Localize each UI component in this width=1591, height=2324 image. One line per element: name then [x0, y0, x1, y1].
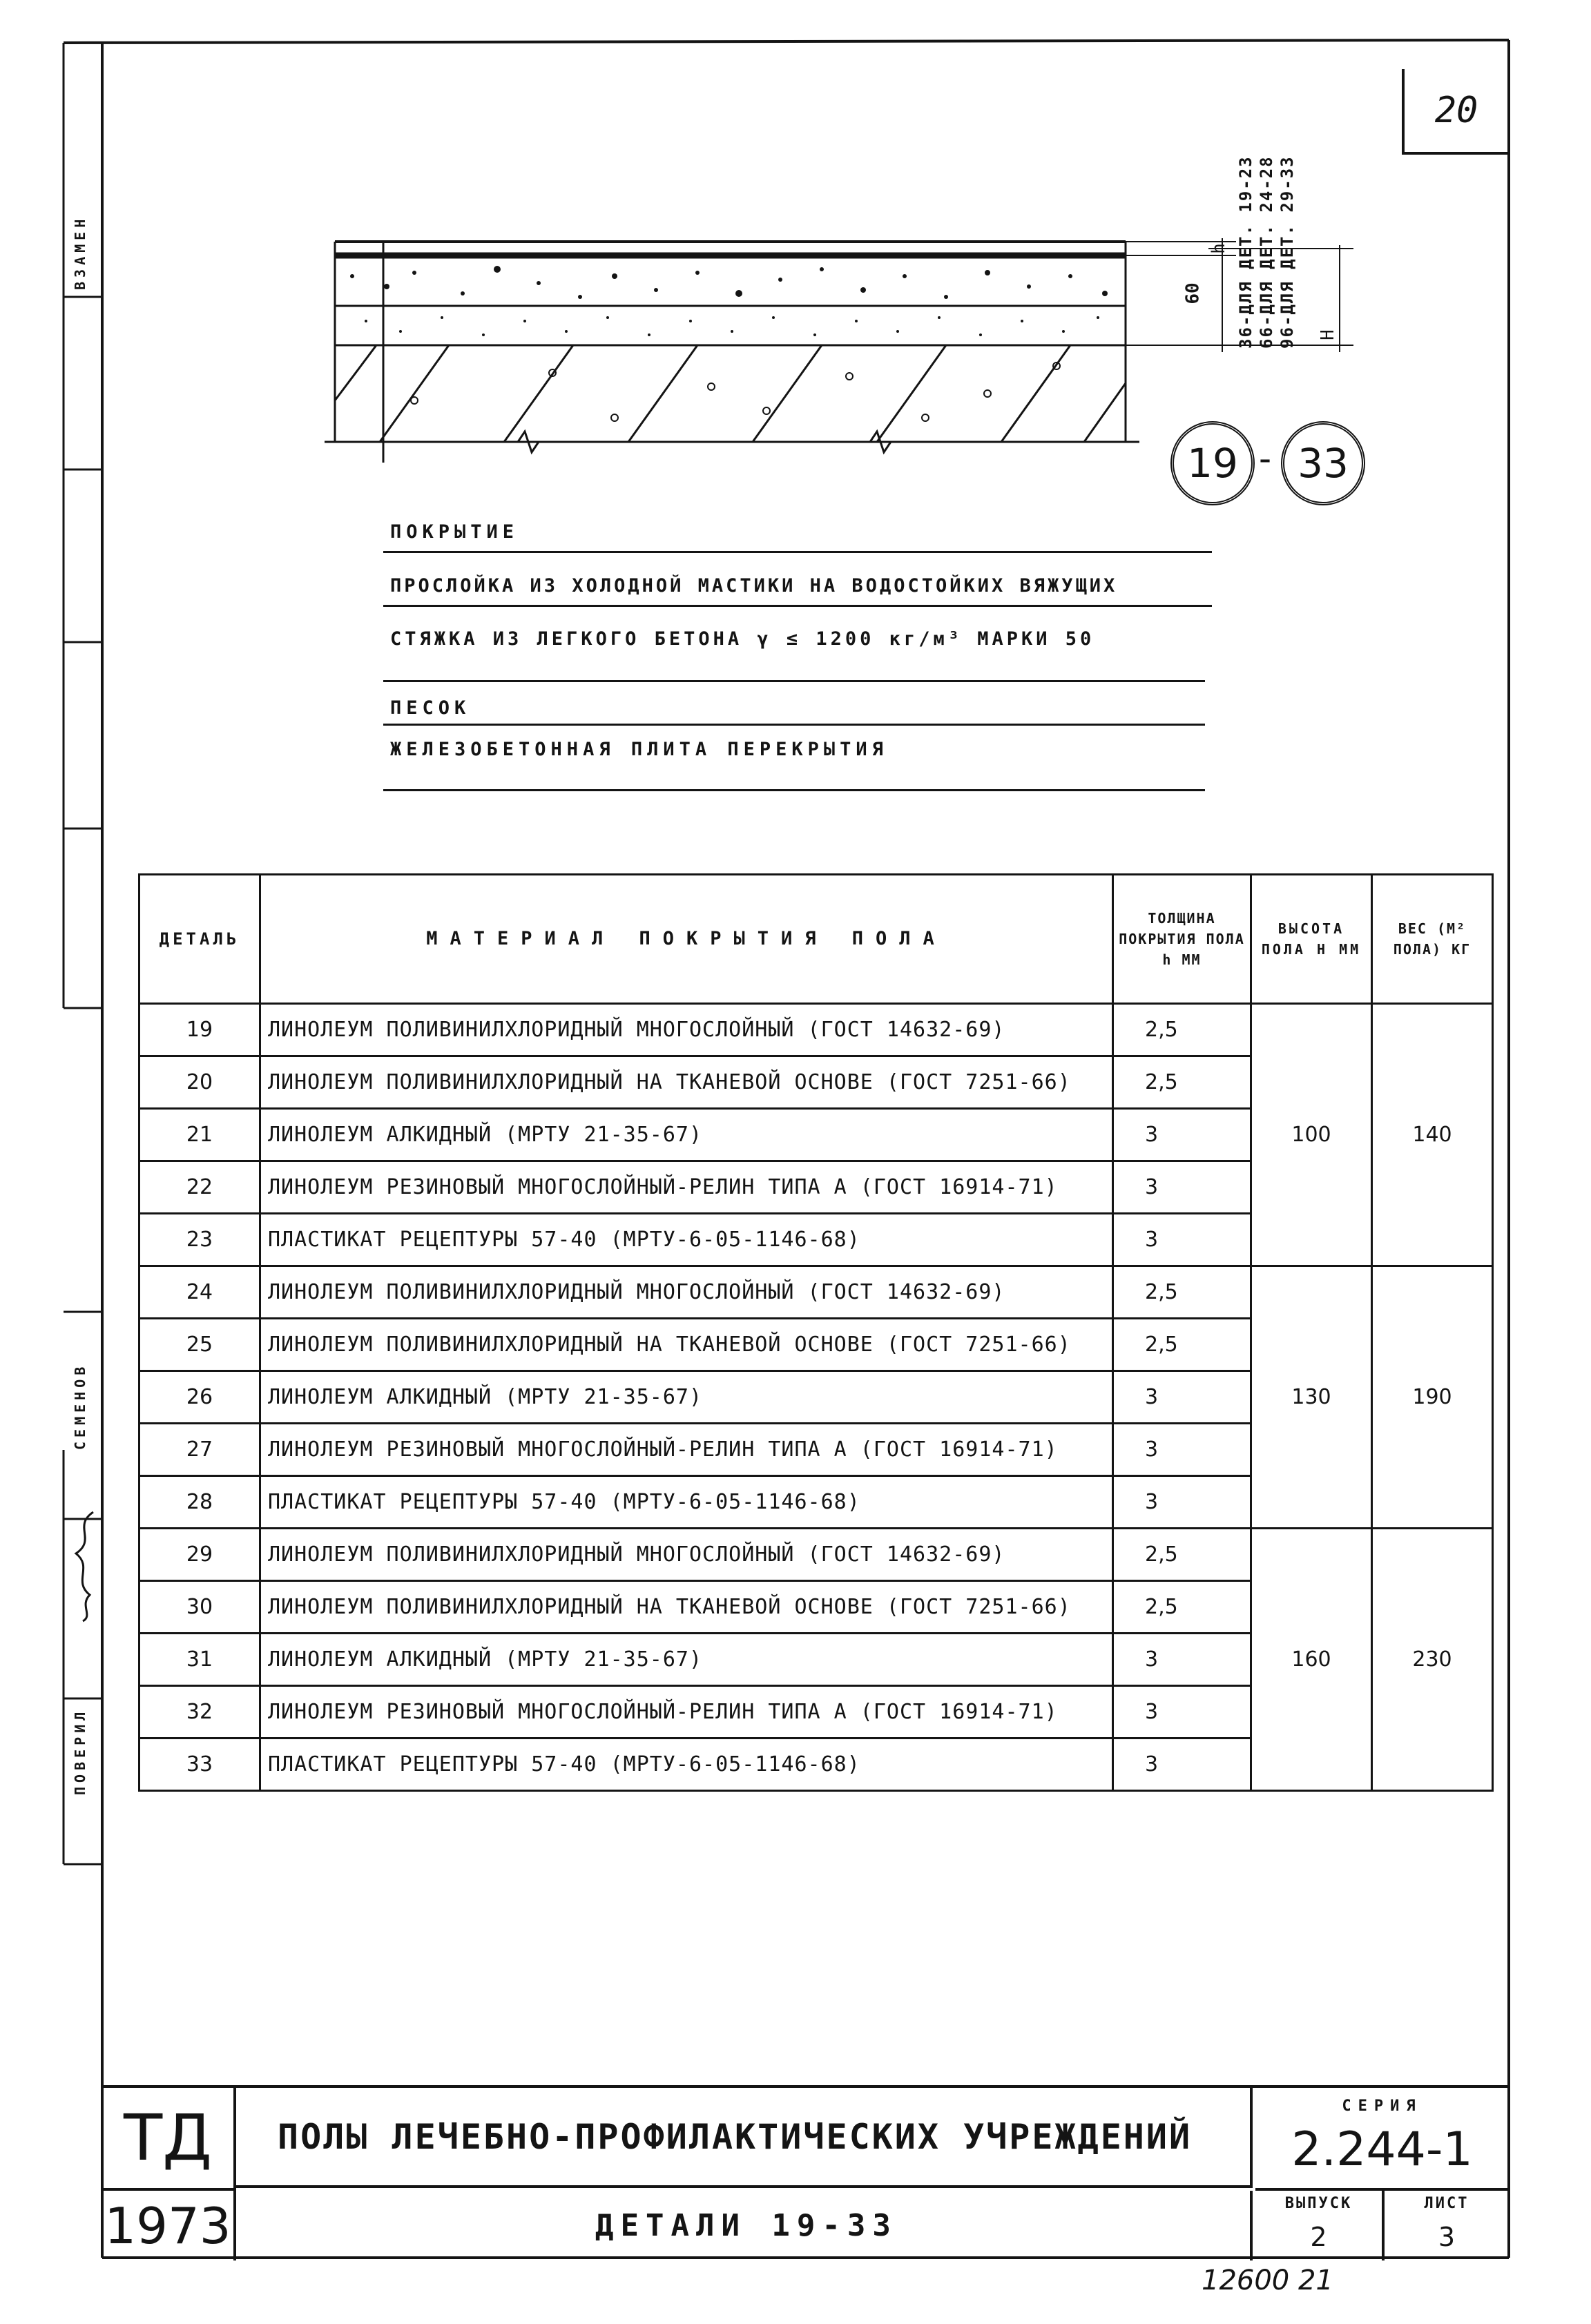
stamp-sheet-cell [1385, 2191, 1509, 2260]
material-name: ЛИНОЛЕУМ АЛКИДНЫЙ (МРТУ 21-35-67) [260, 1634, 1113, 1686]
thickness-value: 3 [1113, 1424, 1251, 1476]
detail-number: 21 [139, 1109, 260, 1161]
material-name: ЛИНОЛЕУМ ПОЛИВИНИЛХЛОРИДНЫЙ МНОГОСЛОЙНЫЙ (ГОСТ 14632-69) [260, 1266, 1113, 1319]
material-name: ЛИНОЛЕУМ АЛКИДНЫЙ (МРТУ 21-35-67) [260, 1371, 1113, 1424]
footer-note: 12600 21 [1202, 2265, 1333, 2296]
legend-interlayer: ПРОСЛОЙКА ИЗ ХОЛОДНОЙ МАСТИКИ НА ВОДОСТОЙКИХ ВЯЖУЩИХ [390, 575, 1118, 597]
weight-value: 190 [1372, 1266, 1493, 1529]
header-height: ВЫСОТА ПОЛА H ММ [1251, 875, 1372, 1004]
thickness-value: 2,5 [1113, 1056, 1251, 1109]
detail-number: 19 [139, 1004, 260, 1056]
legend-slab: ЖЕЛЕЗОБЕТОННАЯ ПЛИТА ПЕРЕКРЫТИЯ [390, 739, 888, 760]
stamp-issue-cell [1255, 2191, 1385, 2260]
detail-number: 28 [139, 1476, 260, 1529]
legend-underline-3 [383, 680, 1205, 682]
table-header-row [139, 875, 1493, 1004]
stamp-year-cell [102, 2191, 236, 2260]
detail-number: 31 [139, 1634, 260, 1686]
material-name: ЛИНОЛЕУМ АЛКИДНЫЙ (МРТУ 21-35-67) [260, 1109, 1113, 1161]
legend-covering: ПОКРЫТИЕ [390, 521, 519, 543]
side-label-replaces: ВЗАМЕН [72, 215, 88, 290]
stamp-year: 1973 [104, 2196, 231, 2255]
height-value: 160 [1251, 1529, 1372, 1791]
dim-label-2: 66-ДЛЯ ДЕТ. 24-28 [1257, 155, 1276, 349]
dim-label-3: 96-ДЛЯ ДЕТ. 29-33 [1277, 155, 1297, 349]
material-name: ЛИНОЛЕУМ ПОЛИВИНИЛХЛОРИДНЫЙ НА ТКАНЕВОЙ ОСНОВЕ (ГОСТ 7251-66) [260, 1056, 1113, 1109]
header-detail: ДЕТАЛЬ [139, 875, 260, 1004]
thickness-value: 3 [1113, 1739, 1251, 1791]
side-label-checked: ПОВЕРИЛ [72, 1707, 88, 1795]
stamp-series-value: 2.244-1 [1291, 2122, 1473, 2177]
legend-underline-5 [383, 789, 1205, 791]
detail-number: 23 [139, 1214, 260, 1266]
material-name: ПЛАСТИКАТ РЕЦЕПТУРЫ 57-40 (МРТУ-6-05-1146-68) [260, 1739, 1113, 1791]
weight-value: 140 [1372, 1004, 1493, 1266]
stamp-subtitle-cell [236, 2191, 1253, 2260]
table-row [139, 1004, 1493, 1056]
detail-number: 20 [139, 1056, 260, 1109]
material-name: ЛИНОЛЕУМ РЕЗИНОВЫЙ МНОГОСЛОЙНЫЙ-РЕЛИН ТИПА А (ГОСТ 16914-71) [260, 1161, 1113, 1214]
stamp-issue-label: ВЫПУСК [1284, 2195, 1353, 2212]
table-row [139, 1266, 1493, 1319]
table-row [139, 1529, 1493, 1581]
thickness-value: 3 [1113, 1161, 1251, 1214]
thickness-value: 2,5 [1113, 1266, 1251, 1319]
stamp-issue-value: 2 [1310, 2222, 1327, 2252]
sheet-number: 20 [1402, 69, 1508, 155]
header-thickness: ТОЛЩИНА ПОКРЫТИЯ ПОЛА h ММ [1113, 875, 1251, 1004]
material-name: ЛИНОЛЕУМ ПОЛИВИНИЛХЛОРИДНЫЙ МНОГОСЛОЙНЫЙ (ГОСТ 14632-69) [260, 1529, 1113, 1581]
material-name: ЛИНОЛЕУМ ПОЛИВИНИЛХЛОРИДНЫЙ НА ТКАНЕВОЙ ОСНОВЕ (ГОСТ 7251-66) [260, 1319, 1113, 1371]
material-name: ЛИНОЛЕУМ РЕЗИНОВЫЙ МНОГОСЛОЙНЫЙ-РЕЛИН ТИПА А (ГОСТ 16914-71) [260, 1424, 1113, 1476]
stamp-org: ТД [123, 2101, 213, 2175]
stamp-sheet-value: 3 [1438, 2222, 1456, 2252]
signature-scribble [66, 1505, 104, 1623]
stamp-subtitle: ДЕТАЛИ 19-33 [595, 2208, 898, 2243]
header-weight: ВЕС (М² ПОЛА) КГ [1372, 875, 1493, 1004]
dim-60: 60 [1182, 282, 1204, 304]
detail-range-dash: - [1259, 438, 1272, 478]
thickness-value: 3 [1113, 1634, 1251, 1686]
dim-h: h [1208, 243, 1229, 254]
thickness-value: 3 [1113, 1371, 1251, 1424]
stamp-sheet-label: ЛИСТ [1424, 2195, 1469, 2212]
detail-number: 24 [139, 1266, 260, 1319]
legend-screed: СТЯЖКА ИЗ ЛЕГКОГО БЕТОНА γ ≤ 1200 кг/м³ МАРКИ 50 [390, 628, 1095, 650]
thickness-value: 3 [1113, 1214, 1251, 1266]
legend-underline-4 [383, 724, 1205, 726]
thickness-value: 2,5 [1113, 1581, 1251, 1634]
side-label-author: СЕМЕНОВ [72, 1362, 88, 1450]
height-value: 100 [1251, 1004, 1372, 1266]
detail-number: 22 [139, 1161, 260, 1214]
legend-underline-1 [383, 551, 1212, 553]
thickness-value: 2,5 [1113, 1529, 1251, 1581]
thickness-value: 3 [1113, 1476, 1251, 1529]
legend-underline-2 [383, 605, 1212, 607]
detail-circle-to: 33 [1281, 421, 1365, 505]
height-value: 130 [1251, 1266, 1372, 1529]
detail-number: 30 [139, 1581, 260, 1634]
header-material: МАТЕРИАЛ ПОКРЫТИЯ ПОЛА [260, 875, 1113, 1004]
thickness-value: 2,5 [1113, 1004, 1251, 1056]
detail-number: 33 [139, 1739, 260, 1791]
stamp-org-cell [102, 2088, 236, 2191]
stamp-title: ПОЛЫ ЛЕЧЕБНО-ПРОФИЛАКТИЧЕСКИХ УЧРЕЖДЕНИЙ [278, 2116, 1193, 2157]
dim-H: H [1317, 329, 1338, 340]
material-name: ПЛАСТИКАТ РЕЦЕПТУРЫ 57-40 (МРТУ-6-05-1146-68) [260, 1476, 1113, 1529]
thickness-value: 3 [1113, 1109, 1251, 1161]
detail-number: 26 [139, 1371, 260, 1424]
thickness-value: 2,5 [1113, 1319, 1251, 1371]
material-name: ПЛАСТИКАТ РЕЦЕПТУРЫ 57-40 (МРТУ-6-05-1146-68) [260, 1214, 1113, 1266]
material-name: ЛИНОЛЕУМ РЕЗИНОВЫЙ МНОГОСЛОЙНЫЙ-РЕЛИН ТИПА А (ГОСТ 16914-71) [260, 1686, 1113, 1739]
spec-table [138, 873, 1494, 1792]
material-name: ЛИНОЛЕУМ ПОЛИВИНИЛХЛОРИДНЫЙ НА ТКАНЕВОЙ ОСНОВЕ (ГОСТ 7251-66) [260, 1581, 1113, 1634]
weight-value: 230 [1372, 1529, 1493, 1791]
detail-circle-from: 19 [1170, 421, 1255, 505]
stamp-series-label: СЕРИЯ [1342, 2098, 1423, 2115]
legend-sand: ПЕСОК [390, 697, 471, 719]
detail-number: 27 [139, 1424, 260, 1476]
stamp-title-cell [236, 2088, 1253, 2188]
stamp-series-cell [1255, 2088, 1509, 2191]
detail-number: 29 [139, 1529, 260, 1581]
detail-number: 32 [139, 1686, 260, 1739]
detail-number: 25 [139, 1319, 260, 1371]
thickness-value: 3 [1113, 1686, 1251, 1739]
title-block [102, 2085, 1509, 2260]
material-name: ЛИНОЛЕУМ ПОЛИВИНИЛХЛОРИДНЫЙ МНОГОСЛОЙНЫЙ (ГОСТ 14632-69) [260, 1004, 1113, 1056]
dim-label-1: 36-ДЛЯ ДЕТ. 19-23 [1236, 155, 1255, 349]
floor-cross-section [325, 235, 1139, 463]
